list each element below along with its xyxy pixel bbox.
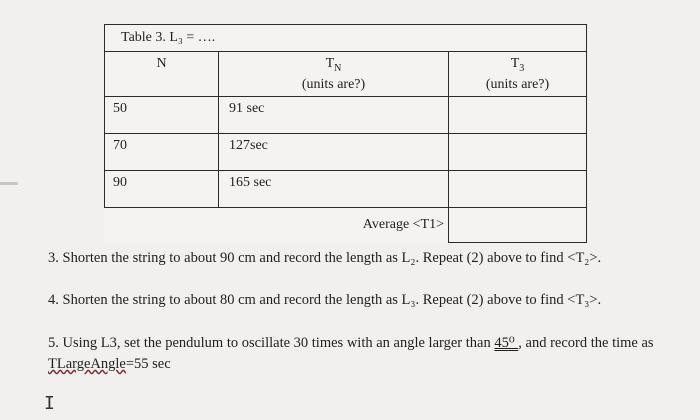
- table-row: [105, 97, 587, 134]
- cell-n: 90: [105, 171, 219, 208]
- table-caption: Table 3. L₃ = ….: [105, 25, 587, 52]
- header-t3-symbol: T: [510, 56, 520, 71]
- average-label: Average <T1>: [362, 217, 444, 233]
- header-tn-subscript: N: [334, 62, 342, 74]
- cell-t3: [449, 97, 587, 134]
- cell-tn: 165 sec: [219, 171, 449, 208]
- header-t3-units: (units are?): [485, 76, 550, 92]
- instruction-4: 4. Shorten the string to about 80 cm and record the length as L₃. Repeat (2) above to find <T₃>.: [48, 292, 602, 308]
- instruction-3: 3. Shorten the string to about 90 cm and record the length as L₂. Repeat (2) above to find <T₂>.: [48, 250, 602, 266]
- header-n: N: [105, 52, 219, 97]
- instruction-5-text-a: 5. Using L3, set the pendulum to oscillate 30 times with an angle larger than: [48, 335, 495, 351]
- instruction-5: [48, 333, 668, 375]
- table-row: [105, 134, 587, 171]
- header-tn-symbol: T: [325, 56, 335, 71]
- average-value-cell: [449, 208, 587, 243]
- table-row: [105, 171, 587, 208]
- cell-t3: [449, 171, 587, 208]
- cell-tn: 91 sec: [219, 97, 449, 134]
- header-tn-units: (units are?): [301, 76, 366, 92]
- header-tn: [219, 52, 449, 97]
- angle-value: 45⁰: [494, 335, 519, 351]
- cell-t3: [449, 134, 587, 171]
- cell-n: 70: [105, 134, 219, 171]
- large-angle-symbol: TLargeAngle: [48, 356, 126, 372]
- large-angle-time: =55 sec: [125, 356, 171, 372]
- data-table: [104, 24, 587, 243]
- text-cursor-icon: I: [44, 393, 55, 414]
- cell-tn: 127sec: [219, 134, 449, 171]
- instruction-5-text-b: , and record the time as: [518, 335, 654, 351]
- header-t3-subscript: 3: [519, 62, 525, 74]
- cell-n: 50: [105, 97, 219, 134]
- average-spacer: [105, 208, 219, 243]
- page-edge-mark: [0, 182, 18, 185]
- header-t3: [449, 52, 587, 97]
